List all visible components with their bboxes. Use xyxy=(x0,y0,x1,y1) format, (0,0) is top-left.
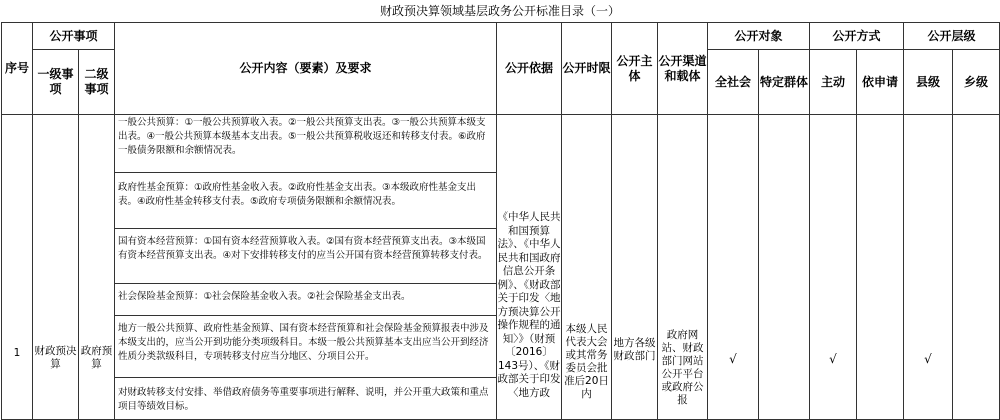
header-township: 乡级 xyxy=(953,50,1000,115)
header-whole-society: 全社会 xyxy=(708,50,759,115)
basis-text: 《中华人民共和国预算法》、《中华人民共和国政府信息公开条例》、《财政部关于印发〈地方预决算公开操作规程的通知〉》（财预〔2016〕143号）、《财政部关于印发〈地方政 xyxy=(497,115,562,420)
content-explanation: 对财政转移支付安排、举借政府债务等重要事项进行解释、说明，并公开重大政策和重点项目等绩效目标。 xyxy=(115,378,497,420)
row-level1: 财政预决算 xyxy=(33,115,79,420)
content-reporting-requirements: 地方一般公共预算、政府性基金预算、国有资本经营预算和社会保险基金预算报表中涉及本级支出的，应当公开到功能分类项级科目。本级一般公共预算基本支出应当公开到经济性质分类款级科目，专项转移支付应当分地区、分项目公开。 xyxy=(115,316,497,378)
check-whole-society: √ xyxy=(708,115,759,420)
header-specific-group: 特定群体 xyxy=(759,50,810,115)
header-level2: 二级事项 xyxy=(79,50,115,115)
check-active: √ xyxy=(810,115,857,420)
header-seq: 序号 xyxy=(2,23,33,115)
check-county: √ xyxy=(904,115,953,420)
check-on-request xyxy=(857,115,904,420)
header-time-limit: 公开时限 xyxy=(562,23,612,115)
header-on-request: 依申请 xyxy=(857,50,904,115)
header-level-group: 公开层级 xyxy=(904,23,1000,50)
header-basis: 公开依据 xyxy=(497,23,562,115)
header-subject: 公开主体 xyxy=(612,23,658,115)
header-target-group: 公开对象 xyxy=(708,23,810,50)
header-item-group: 公开事项 xyxy=(33,23,115,50)
check-specific-group xyxy=(759,115,810,420)
content-general-budget: 一般公共预算：①一般公共预算收入表。②一般公共预算支出表。③一般公共预算本级支出表。④一般公共预算本级基本支出表。⑤一般公共预算税收返还和转移支付表。⑥政府一般债务限额和余额情况表。 xyxy=(115,115,497,173)
content-fund-budget: 政府性基金预算：①政府性基金收入表。②政府性基金支出表。③本级政府性基金支出表。④政府性基金转移支付表。⑤政府专项债务限额和余额情况表。 xyxy=(115,173,497,229)
header-method-group: 公开方式 xyxy=(810,23,904,50)
row-level2: 政府预算 xyxy=(79,115,115,420)
catalog-table xyxy=(1,22,1000,420)
content-social-insurance-budget: 社会保险基金预算：①社会保险基金收入表。②社会保险基金支出表。 xyxy=(115,284,497,316)
header-level1: 一级事项 xyxy=(33,50,79,115)
page-title: 财政预决算领域基层政务公开标准目录（一） xyxy=(379,4,620,18)
header-county: 县级 xyxy=(904,50,953,115)
row-seq: 1 xyxy=(2,115,33,420)
check-township xyxy=(953,115,1000,420)
subject-text: 地方各级财政部门 xyxy=(612,115,658,420)
channel-text: 政府网站、财政部门网站公开平台或政府公报 xyxy=(658,115,708,420)
header-content: 公开内容（要素）及要求 xyxy=(115,23,497,115)
content-state-capital-budget: 国有资本经营预算：①国有资本经营预算收入表。②国有资本经营预算支出表。③本级国有资本经营预算支出表。④对下安排转移支付的应当公开国有资本经营预算转移支付表。 xyxy=(115,229,497,284)
time-limit-text: 本级人民代表大会或其常务委员会批准后20日内 xyxy=(562,115,612,420)
header-channel: 公开渠道和载体 xyxy=(658,23,708,115)
header-active: 主动 xyxy=(810,50,857,115)
